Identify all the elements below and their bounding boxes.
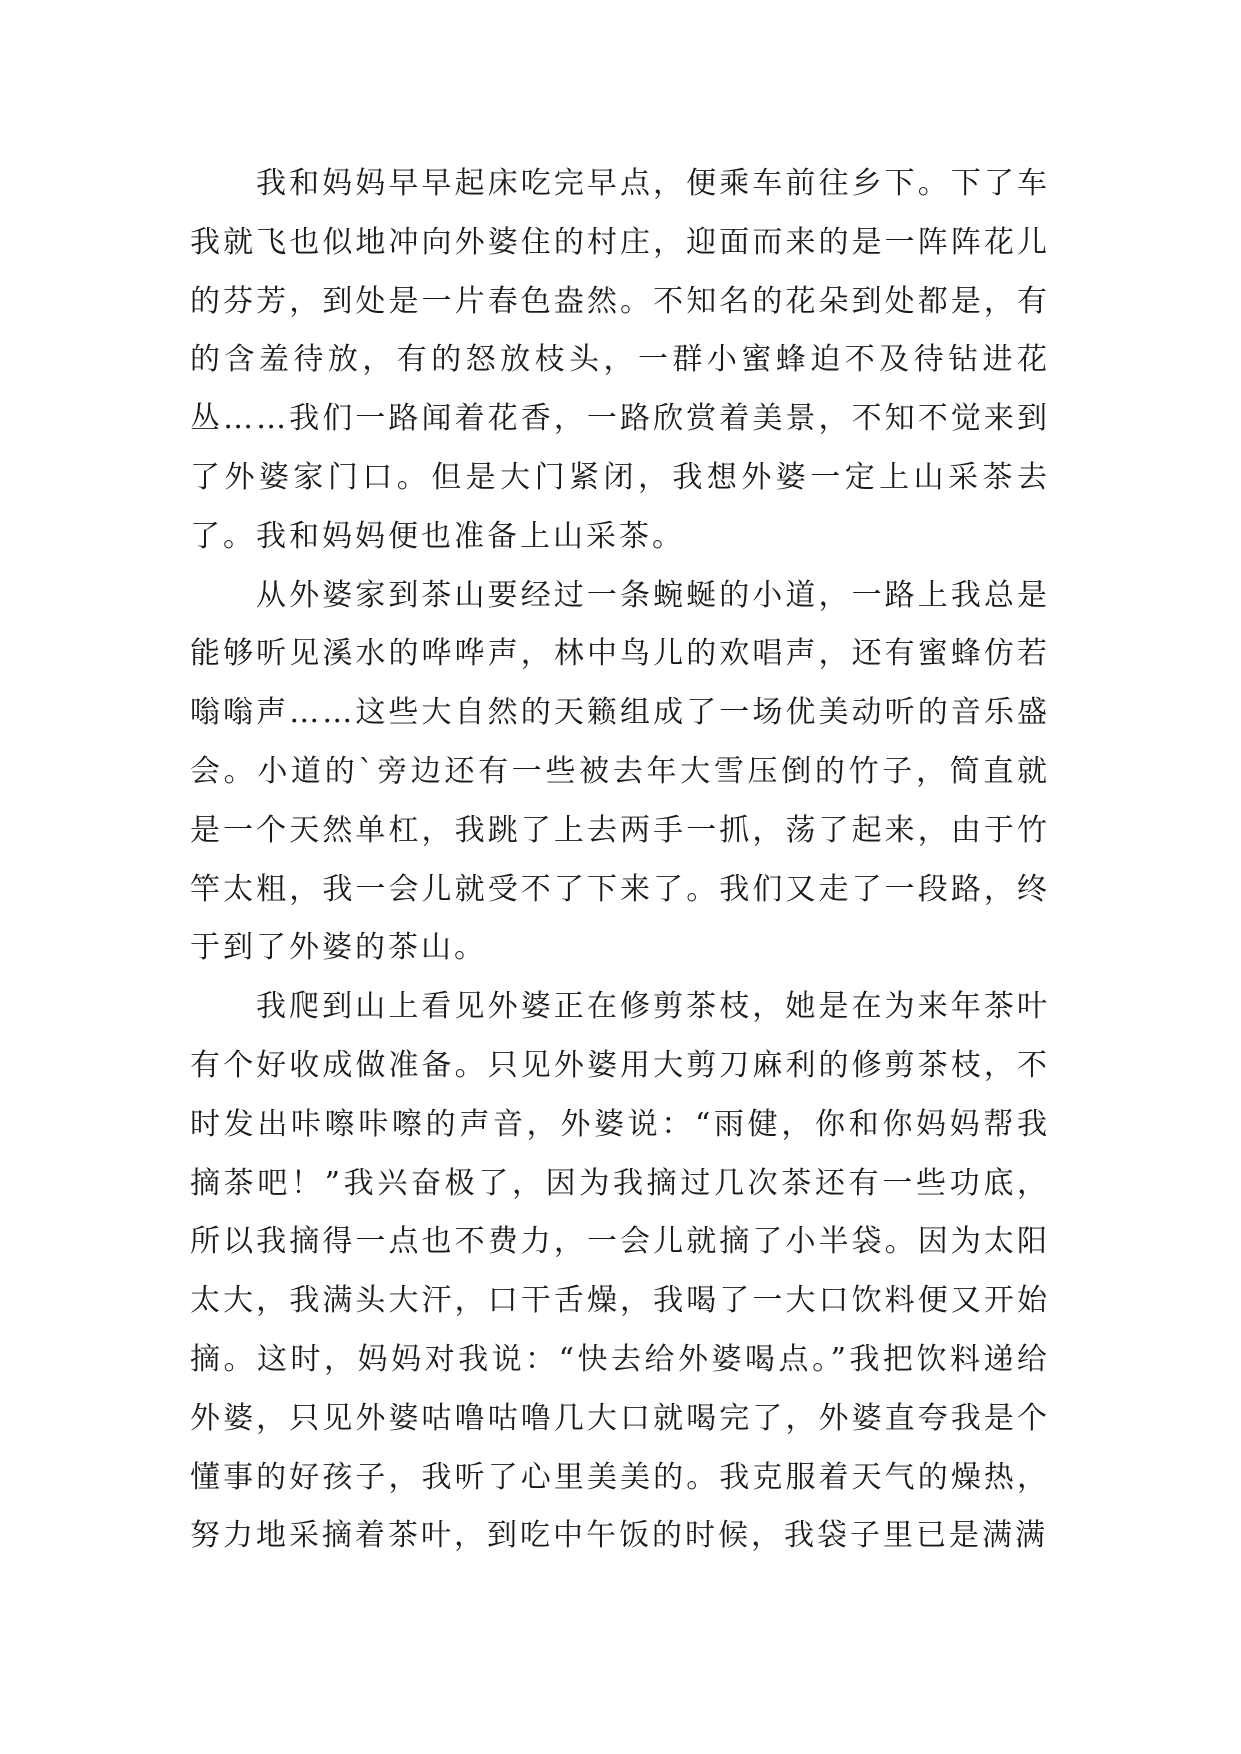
paragraph-2: 从外婆家到茶山要经过一条蜿蜒的小道，一路上我总是能够听见溪水的哗哗声，林中鸟儿的欢唱声，还有蜜蜂仿若嗡嗡声……这些大自然的天籁组成了一场优美动听的音乐盛会。小道的`旁边还有一些被去年大雪压倒的竹子，简直就是一个天然单杠，我跳了上去两手一抓，荡了起来，由于竹竿太粗，我一会儿就受不了下来了。我们又走了一段路，终于到了外婆的茶山。 — [190, 577, 1050, 966]
document-body — [190, 155, 1050, 1566]
paragraph-1: 我和妈妈早早起床吃完早点，便乘车前往乡下。下了车我就飞也似地冲向外婆住的村庄，迎面而来的是一阵阵花儿的芬芳，到处是一片春色盎然。不知名的花朵到处都是，有的含羞待放，有的怒放枝头，一群小蜜蜂迫不及待钻进花丛……我们一路闻着花香，一路欣赏着美景，不知不觉来到了外婆家门口。但是大门紧闭，我想外婆一定上山采茶去了。我和妈妈便也准备上山采茶。 — [190, 166, 1050, 554]
paragraph-3: 我爬到山上看见外婆正在修剪茶枝，她是在为来年茶叶有个好收成做准备。只见外婆用大剪刀麻利的修剪茶枝，不时发出咔嚓咔嚓的声音，外婆说：“雨健，你和你妈妈帮我摘茶吧！”我兴奋极了，因为我摘过几次茶还有一些功底，所以我摘得一点也不费力，一会儿就摘了小半袋。因为太阳太大，我满头大汗，口干舌燥，我喝了一大口饮料便又开始摘。这时，妈妈对我说：“快去给外婆喝点。”我把饮料递给外婆，只见外婆咕噜咕噜几大口就喝完了，外婆直夸我是个懂事的好孩子，我听了心里美美的。我克服着天气的燥热，努力地采摘着茶叶，到吃中午饭的时候，我袋子里已是满满 — [190, 989, 1050, 1554]
